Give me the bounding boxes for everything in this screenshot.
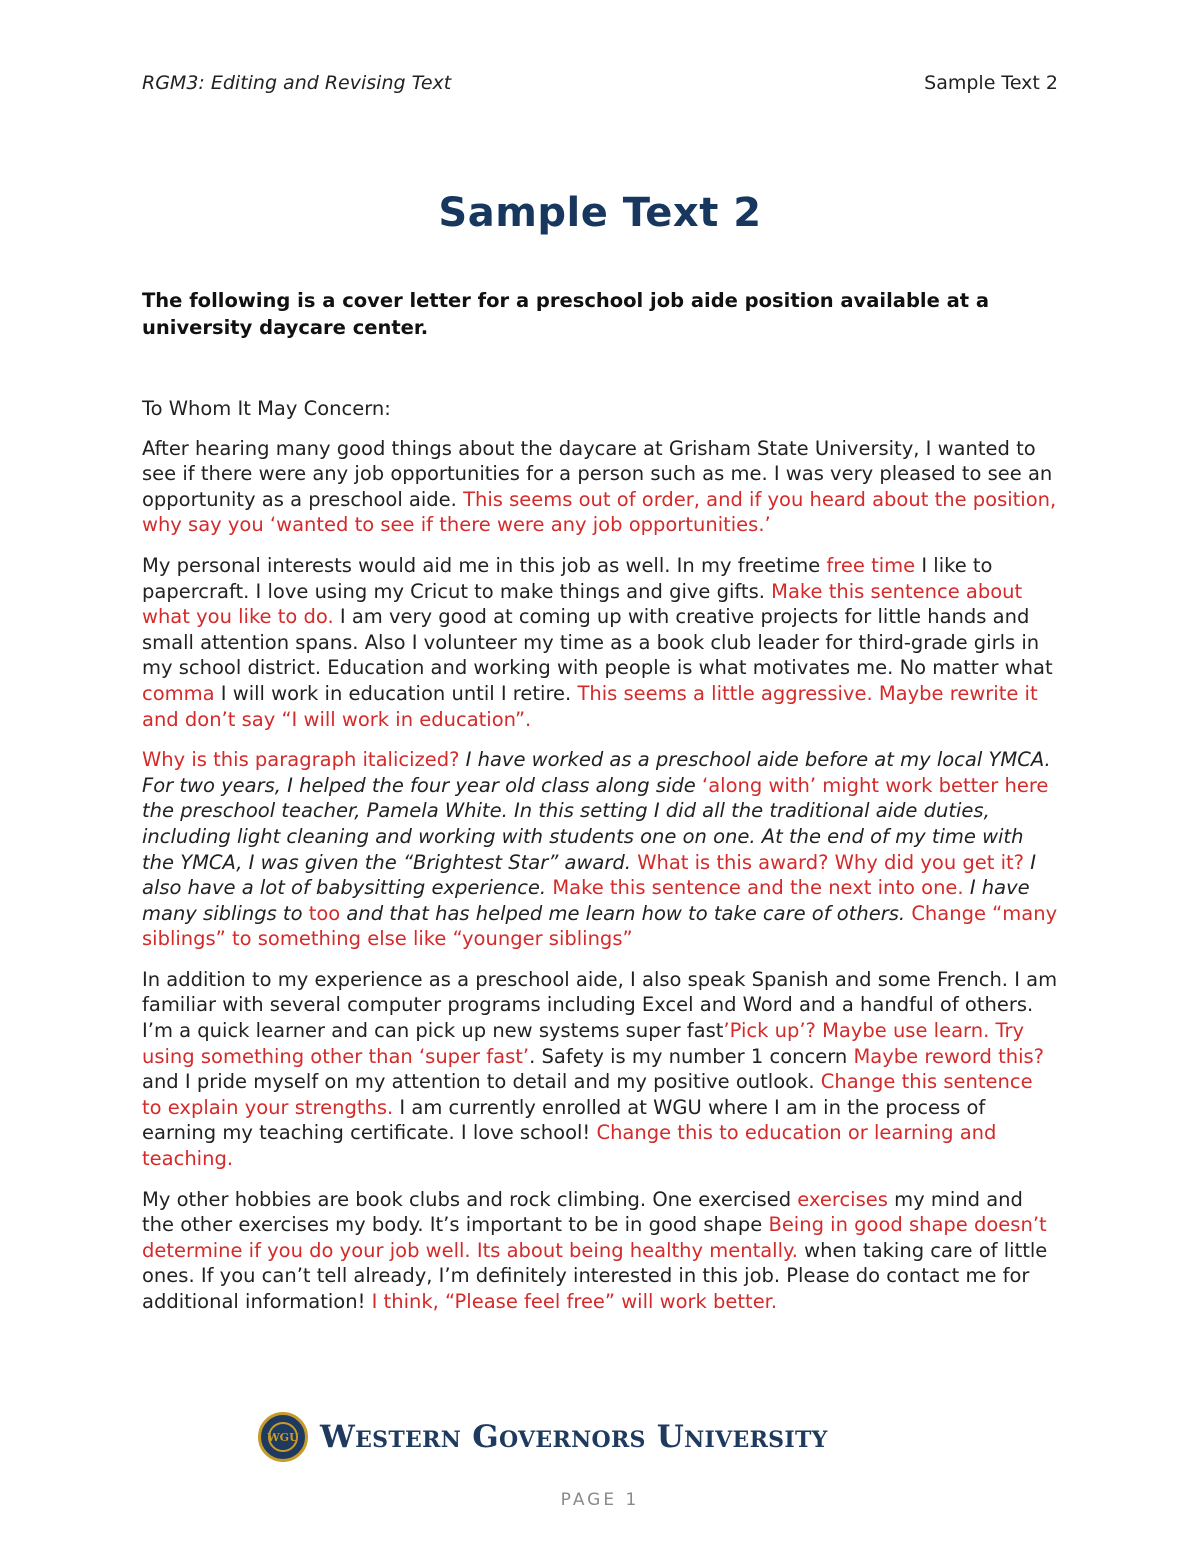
editor-comment: Why is this paragraph italicized?	[142, 748, 460, 772]
editor-comment: This seems a little aggressive. Maybe rewrite it and don’t say “I will work in education”.	[142, 681, 1038, 731]
seal-monogram: WGU	[268, 1422, 298, 1452]
letter-text: I am very good at coming up with creative projects for little hands and small attention spans. Also I volunteer my time as a book club leader for third-grade girls in my school district. Education and working with people is what motivates me. No matter what	[142, 605, 1053, 680]
cover-letter	[142, 396, 1058, 1330]
paragraph-4	[142, 967, 1058, 1172]
header-course-title: RGM3: Editing and Revising Text	[142, 72, 452, 94]
editor-comment: ‘along with’ might work better here	[702, 773, 1049, 797]
editor-comment: too	[308, 901, 341, 925]
page-number: PAGE 1	[560, 1490, 640, 1510]
letter-text: I am currently enrolled at WGU where I am in the process of earning my teaching certificate. I love school!	[142, 1095, 986, 1145]
letter-text: and I pride myself on my attention to detail and my positive outlook.	[142, 1070, 821, 1094]
editor-comment: Change this sentence to explain your strengths.	[142, 1070, 1033, 1119]
editor-comment: Make this sentence about what you like to do.	[142, 579, 1023, 629]
letter-text: the preschool teacher, Pamela White. In this setting I did all the traditional aide duties, including light cleaning and working with students one on one. At the end of my time with the YMCA, I was given the “Brightest Star” award.	[142, 799, 1024, 874]
university-seal-icon	[258, 1412, 308, 1462]
intro-text: The following is a cover letter for a preschool job aide position available at a university daycare center.	[142, 289, 990, 339]
salutation: To Whom It May Concern:	[142, 397, 391, 420]
paragraph-1	[142, 436, 1058, 538]
letter-text: I have many siblings to	[142, 876, 1030, 925]
letter-text: when taking care of little ones. If you can’t tell already, I’m definitely interested in this job. Please do contact me for additional information!	[142, 1238, 1048, 1313]
editor-comment: free time	[826, 553, 916, 577]
editor-comment: This seems out of order, and if you heard about the position, why say you ‘wanted to see if there were any job opportunities.’	[142, 487, 1057, 537]
page-title: Sample Text 2	[438, 190, 762, 236]
paragraph-3	[142, 747, 1058, 952]
editor-comment: Make this sentence and the next into one.	[552, 876, 964, 900]
letter-text: In addition to my experience as a preschool aide, I also speak Spanish and some French. I am familiar with several computer programs including Excel and Word and a handful of others. I’m a quick learner and can pick up new systems super fast	[142, 967, 1058, 1043]
editor-comment: ’Pick up’? Maybe use learn. Try using something other than ‘super fast’	[142, 1019, 1025, 1068]
paragraph-2	[142, 553, 1058, 732]
editor-comment: What is this award? Why did you get it?	[637, 850, 1025, 874]
wgu-logo	[258, 1412, 828, 1462]
letter-text: My personal interests would aid me in this job as well. In my freetime	[142, 553, 827, 577]
letter-text: I have worked as a preschool aide before at my local YMCA. For two years, I helped the four year old class along side	[142, 748, 1051, 797]
editor-comment: I think, “Please feel free” will work better.	[371, 1290, 778, 1313]
editor-comment: exercises	[797, 1187, 888, 1211]
letter-text: I also have a lot of babysitting experience.	[142, 850, 1036, 900]
letter-text: After hearing many good things about the daycare at Grisham State University, I wanted to see if there were any job opportunities for a person such as me. I was very pleased to see an opportunity as a preschool aide.	[142, 436, 1053, 511]
editor-comment: Maybe reword this?	[853, 1044, 1045, 1068]
editor-comment: Being in good shape doesn’t determine if you do your job well. Its about being healthy mentally.	[142, 1213, 1047, 1262]
letter-text: . Safety is my number 1 concern	[529, 1044, 854, 1068]
header-doc-name: Sample Text 2	[924, 72, 1058, 94]
letter-text: I like to papercraft. I love using my Cricut to make things and give gifts.	[142, 553, 993, 603]
letter-text: and that has helped me learn how to take care of others.	[340, 901, 912, 925]
university-wordmark: Western Governors University	[320, 1419, 828, 1455]
editor-comment: comma	[142, 681, 215, 705]
editor-comment: Change “many siblings” to something else like “younger siblings”	[142, 901, 1058, 951]
letter-text: my mind and the other exercises my body. It’s important to be in good shape	[142, 1187, 1023, 1237]
letter-text: I will work in education until I retire.	[214, 681, 578, 705]
paragraph-5	[142, 1187, 1058, 1315]
editor-comment: Change this to education or learning and teaching.	[142, 1121, 997, 1171]
letter-text: My other hobbies are book clubs and rock climbing. One exercised	[142, 1187, 798, 1211]
